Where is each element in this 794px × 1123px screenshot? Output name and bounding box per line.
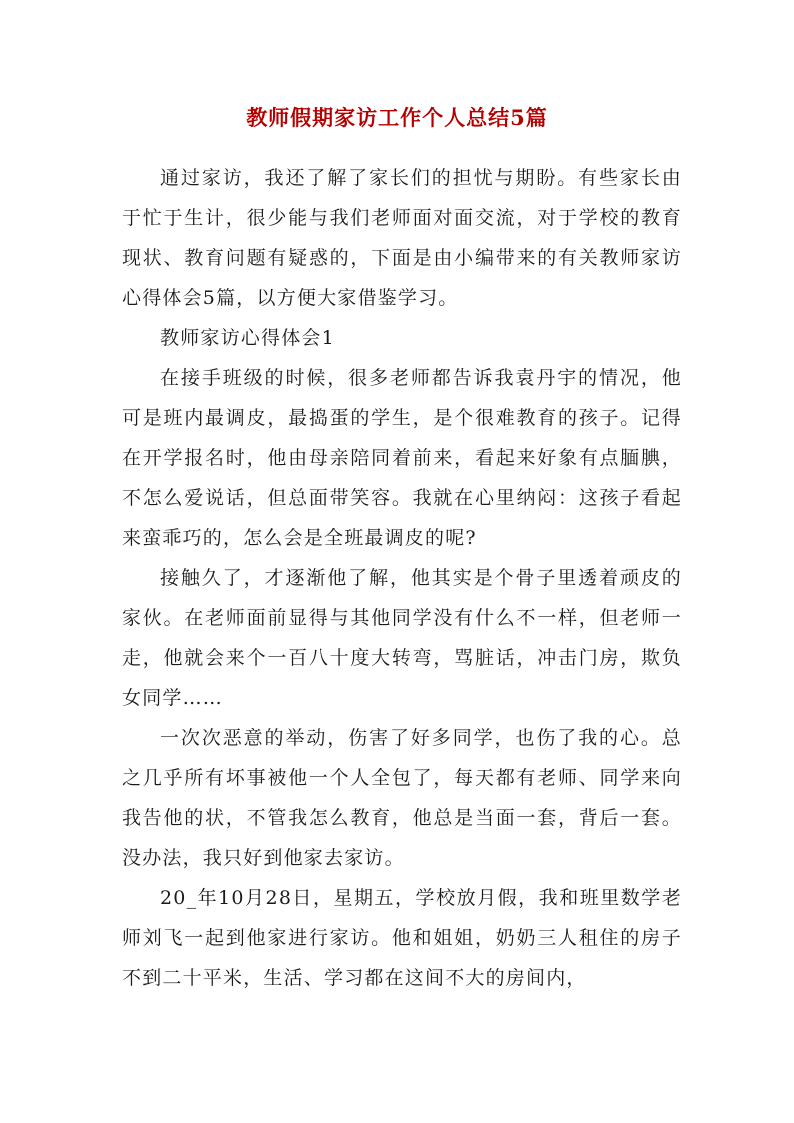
paragraph: 在接手班级的时候，很多老师都告诉我袁丹宇的情况，他可是班内最调皮，最捣蛋的学生，是个很难教育的孩子。记得在开学报名时，他由母亲陪同着前来，看起来好象有点腼腆，不怎么爱说话，但总面带笑容。我就在心里纳闷：这孩子看起来蛮乖巧的，怎么会是全班最调皮的呢? [122,367,682,549]
paragraph: 一次次恶意的举动，伤害了好多同学，也伤了我的心。总之几乎所有坏事被他一个人全包了，每天都有老师、同学来向我告他的状，不管我怎么教育，他总是当面一套，背后一套。没办法，我只好到他家去家访。 [122,727,682,869]
paragraph-intro: 通过家访，我还了解了家长们的担忧与期盼。有些家长由于忙于生计，很少能与我们老师面对面交流，对于学校的教育现状、教育问题有疑惑的，下面是由小编带来的有关教师家访心得体会5篇，以方便大家借鉴学习。 [122,167,682,309]
paragraph: 接触久了，才逐渐他了解，他其实是个骨子里透着顽皮的家伙。在老师面前显得与其他同学没有什么不一样，但老师一走，他就会来个一百八十度大转弯，骂脏话，冲击门房，欺负女同学…… [122,567,682,709]
section-heading: 教师家访心得体会1 [160,327,335,349]
document-body [122,158,682,998]
document-title: 教师假期家访工作个人总结5篇 [246,105,548,130]
paragraph: 20_年10月28日，星期五，学校放月假，我和班里数学老师刘飞一起到他家进行家访。他和姐姐，奶奶三人租住的房子不到二十平米，生活、学习都在这间不大的房间内， [122,887,682,989]
